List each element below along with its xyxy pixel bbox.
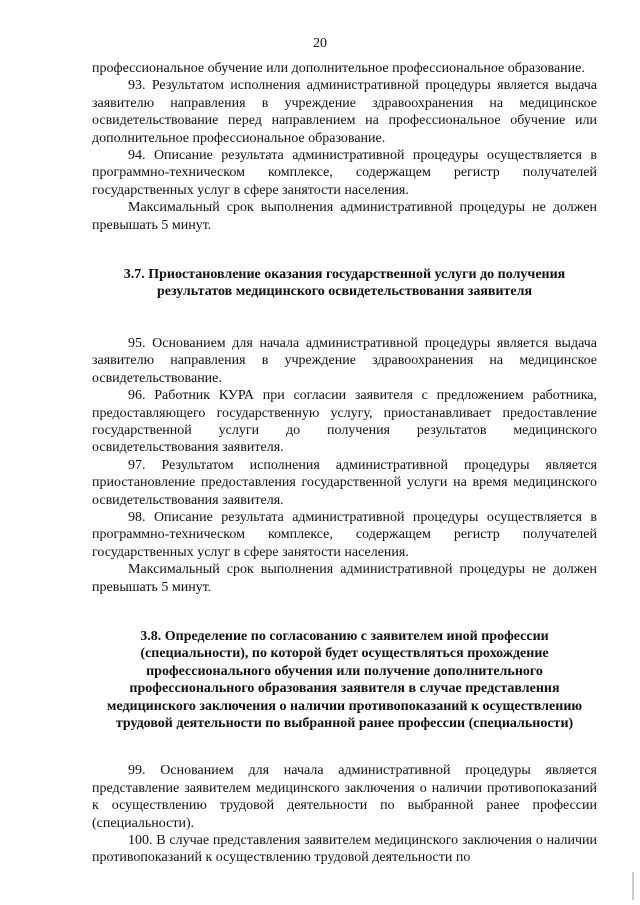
paragraph-continuation: профессиональное обучение или дополнительное профессиональное образование. [92,61,585,76]
paragraph-95: 95. Основанием для начала административной процедуры является выдача заявителю направления в учреждение здравоохранения на медицинское освидетельствование. [92,335,597,386]
paragraph-98-max-time: Максимальный срок выполнения административной процедуры не должен превышать 5 минут. [92,562,597,595]
paragraph-93: 93. Результатом исполнения административной процедуры является выдача заявителю направления в учреждение здравоохранения на медицинское освидетельствование перед направлением на профессиональное обучение или дополнительное профессиональное образование. [92,78,597,146]
scan-edge-mark [632,872,634,900]
paragraph-99: 99. Основанием для начала административной процедуры является представление заявителем медицинского заключения о наличии противопоказаний к осуществлению трудовой деятельности по выбранной ранее профессии (специальности). [92,763,597,831]
paragraph-94-max-time: Максимальный срок выполнения административной процедуры не должен превышать 5 минут. [92,200,597,233]
section-heading-3-8: 3.8. Определение по согласованию с заявителем иной профессии (специальности), по которой будет осуществляться прохождение профессионального обучения или получение дополнительного профессионального образования заявителя в случае представления медицинского заключения о наличии противопоказаний к осуществлению трудовой деятельности по выбранной ранее профессии (специальности) [106,628,583,731]
paragraph-98: 98. Описание результата административной процедуры осуществляется в программно-техническом комплексе, содержащем регистр получателей государственных услуг в сфере занятости населения. [92,509,597,560]
paragraph-94: 94. Описание результата административной процедуры осуществляется в программно-техническом комплексе, содержащем регистр получателей государственных услуг в сфере занятости населения. [92,148,597,198]
section-heading-3-7: 3.7. Приостановление оказания государственной услуги до получения результатов медицинского освидетельствования заявителя [123,267,566,300]
page-number: 20 [313,36,327,51]
paragraph-96: 96. Работник КУРА при согласии заявителя с предложением работника, предоставляющего государственную услугу, приостанавливает предоставление государственной услуги до получения результатов медицинского освидетельствования заявителя. [92,388,597,456]
document-body [92,60,597,867]
paragraph-100: 100. В случае представления заявителем медицинского заключения о наличии противопоказаний к осуществлению трудовой деятельности по [92,833,597,866]
paragraph-97: 97. Результатом исполнения административной процедуры является приостановление предоставления государственной услуги на время медицинского освидетельствования заявителя. [92,457,597,508]
